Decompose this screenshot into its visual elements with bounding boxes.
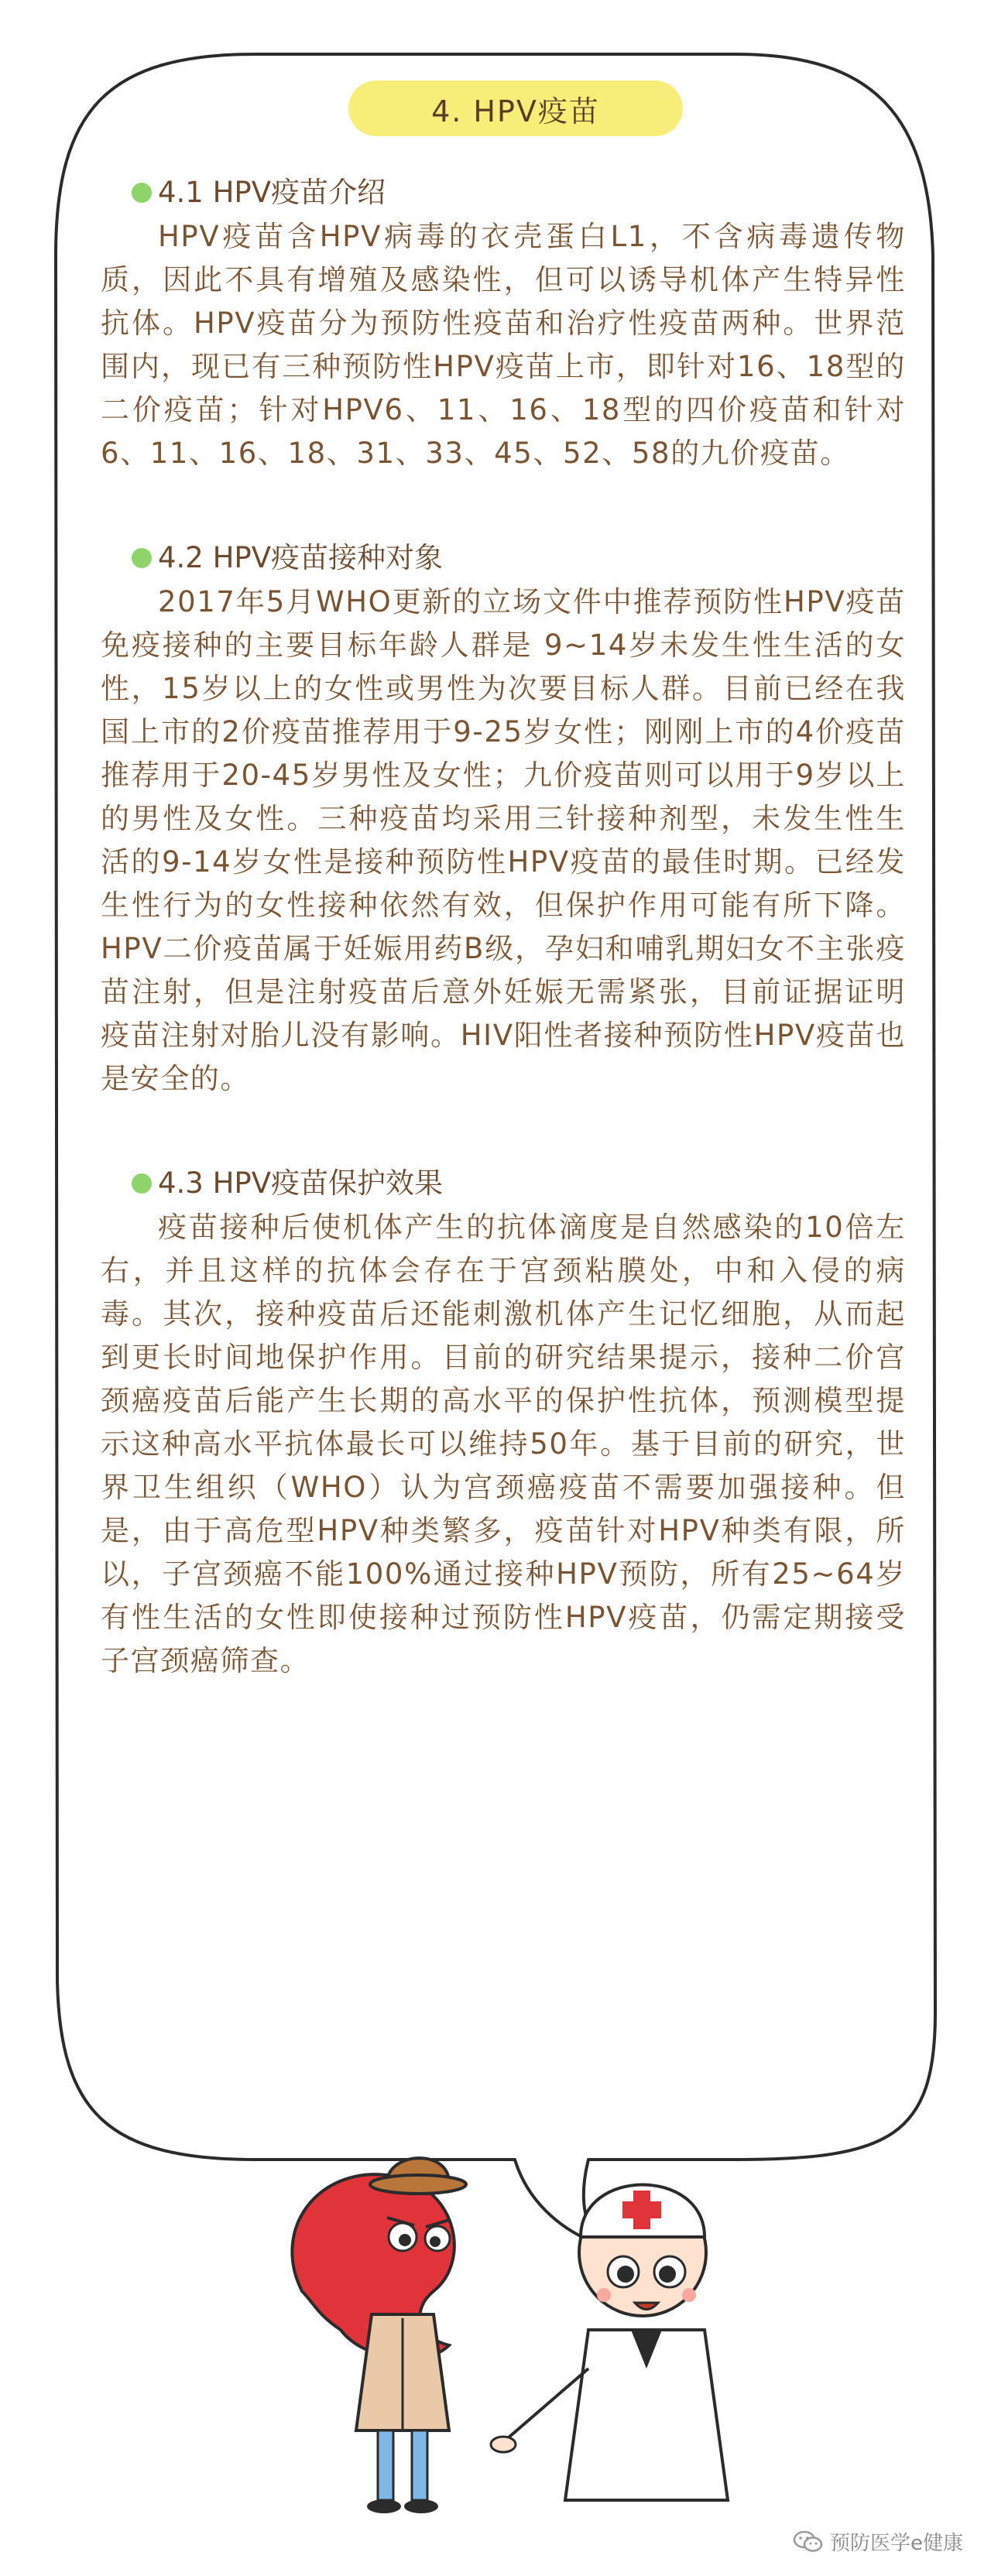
- section-heading: [132, 170, 906, 215]
- watermark: [793, 2527, 963, 2556]
- section-paragraph: HPV疫苗含HPV病毒的衣壳蛋白L1，不含病毒遗传物质，因此不具有增殖及感染性，但可以诱导机体产生特异性抗体。HPV疫苗分为预防性疫苗和治疗性疫苗两种。世界范围内，现已有三种预防性HPV疫苗上市，即针对16、18型的二价疫苗；针对HPV6、11、16、18型的四价疫苗和针对 6、11、16、18、31、33、45、52、58的九价疫苗。: [101, 220, 906, 470]
- green-dot-icon: [132, 183, 152, 203]
- page-title: [348, 80, 683, 136]
- section-paragraph: 2017年5月WHO更新的立场文件中推荐预防性HPV疫苗免疫接种的主要目标年龄人群是 9~14岁未发生性生活的女性，15岁以上的女性或男性为次要目标人群。目前已经在我国上市的2价疫苗推荐用于9-25岁女性；刚刚上市的4价疫苗推荐用于20-45岁男性及女性；九价疫苗则可以用于9岁以上的男性及女性。三种疫苗均采用三针接种剂型，未发生性生活的9-14岁女性是接种预防性HPV疫苗的最佳时期。已经发生性行为的女性接种依然有效，但保护作用可能有所下降。HPV二价疫苗属于妊娠用药B级，孕妇和哺乳期妇女不主张疫苗注射，但是注射疫苗后意外妊娠无需紧张，目前证据证明疫苗注射对胎儿没有影响。HIV阳性者接种预防性HPV疫苗也是安全的。: [101, 585, 906, 1095]
- section-intro: [101, 170, 906, 475]
- section-heading-text: 4.1 HPV疫苗介绍: [158, 176, 386, 209]
- section-heading: [132, 1161, 906, 1206]
- green-dot-icon: [132, 1173, 152, 1194]
- section-heading-text: 4.2 HPV疫苗接种对象: [158, 541, 444, 574]
- mascot-character: [292, 2158, 466, 2513]
- section-heading-text: 4.3 HPV疫苗保护效果: [158, 1166, 444, 1200]
- watermark-text: 预防医学e健康: [830, 2532, 963, 2555]
- cartoon-characters: [271, 2136, 813, 2539]
- section-target: [101, 536, 906, 1101]
- green-dot-icon: [132, 548, 152, 568]
- page-title-text: 4. HPV疫苗: [431, 94, 600, 128]
- section-paragraph: 疫苗接种后使机体产生的抗体滴度是自然感染的10倍左右，并且这样的抗体会存在于宫颈粘膜处，中和入侵的病毒。其次，接种疫苗后还能刺激机体产生记忆细胞，从而起到更长时间地保护作用。目前的研究结果提示，接种二价宫颈癌疫苗后能产生长期的高水平的保护性抗体，预测模型提示这种高水平抗体最长可以维持50年。基于目前的研究，世界卫生组织（WHO）认为宫颈癌疫苗不需要加强接种。但是，由于高危型HPV种类繁多，疫苗针对HPV种类有限，所以，子宫颈癌不能100%通过接种HPV预防，所有25~64岁有性生活的女性即使接种过预防性HPV疫苗，仍需定期接受子宫颈癌筛查。: [101, 1211, 906, 1677]
- section-heading: [132, 536, 906, 581]
- section-effect: [101, 1161, 906, 1683]
- wechat-icon: [793, 2530, 824, 2554]
- doctor-character: [491, 2185, 728, 2501]
- article-content: [101, 170, 906, 1743]
